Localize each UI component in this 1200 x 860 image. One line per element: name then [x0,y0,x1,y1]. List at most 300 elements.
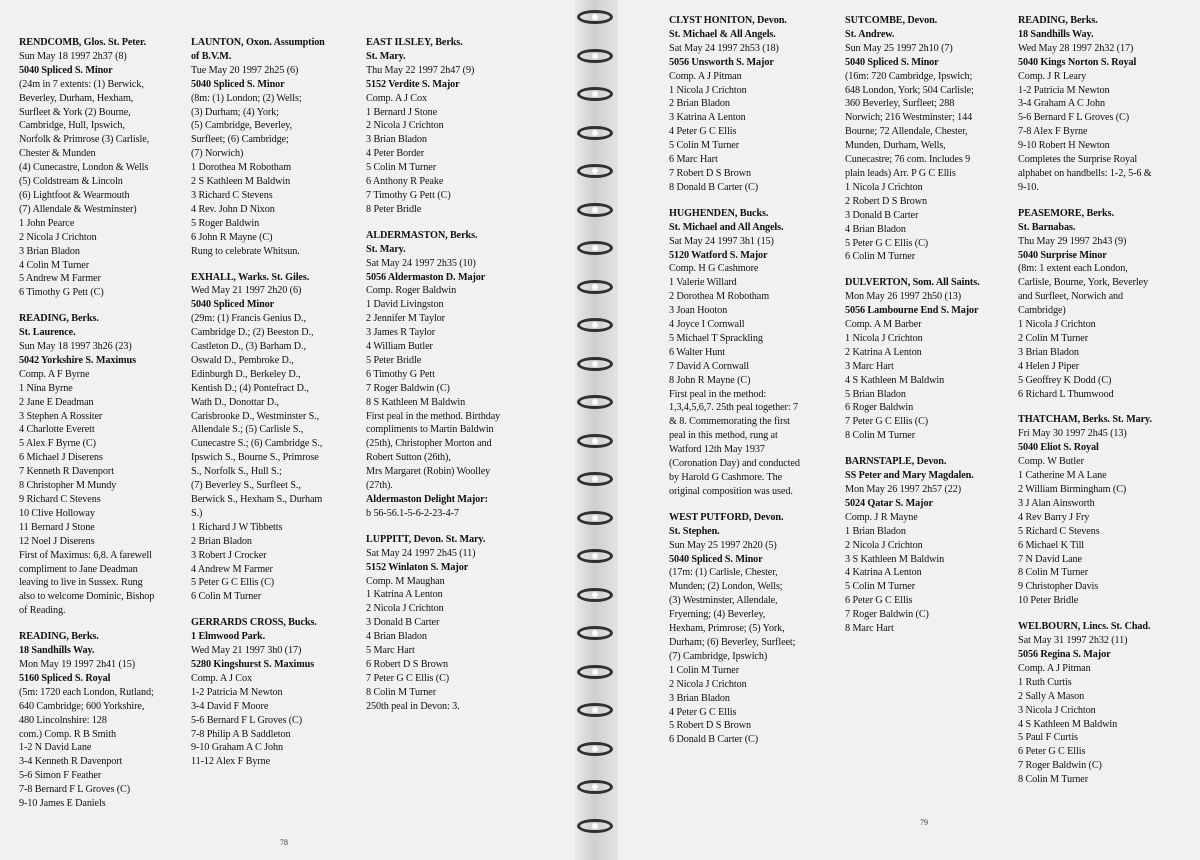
peal-detail-line: (7) Allendale & Westminster) [19,203,137,215]
peal-date: Sat May 24 1997 2h35 (10) [366,257,476,269]
peal-entry [19,36,154,300]
peal-detail-line: Durham; (6) Beverley, Surfleet; [669,636,796,648]
peal-detail-line: 6 Peter G C Ellis [845,595,913,607]
peal-detail-line: Carisbrooke D., Westminster S., [191,410,320,422]
peal-method: 5040 Spliced S. Minor [845,56,939,68]
peal-date: Sat May 31 1997 2h32 (11) [1018,635,1128,647]
peal-location: WEST PUTFORD, Devon. [669,511,784,523]
peal-detail-line: 6 Timothy G Pett [366,368,435,380]
peal-detail-line: 4 Peter G C Ellis [669,706,737,718]
peal-detail-line: 1 Bernard J Stone [366,106,438,118]
spiral-coil [577,49,613,63]
peal-date: Sun May 18 1997 3h26 (23) [19,341,132,353]
peal-detail-line: 4 Rev. John D Nixon [191,203,275,215]
peal-detail-line: 3 Brian Bladon [366,134,427,146]
peal-detail-line: 6 John R Mayne (C) [191,231,273,243]
peal-detail-line: 8 Donald B Carter (C) [669,181,759,193]
peal-detail-line: 8 Colin M Turner [366,686,437,698]
peal-detail-line: 6 Michael K Till [1018,539,1085,551]
peal-detail-line: 2 Robert D S Brown [845,195,927,207]
peal-detail-line: 9-10 Graham A C John [191,742,283,754]
peal-method: 5040 Kings Norton S. Royal [1018,56,1137,68]
peal-detail-line: 4 Joyce I Cornwall [669,319,745,331]
peal-entry [1018,207,1152,402]
peal-entry [19,312,154,618]
peal-location: GERRARDS CROSS, Bucks. [191,617,317,629]
peal-detail-line: 12 Noel J Diserens [19,535,95,547]
peal-detail-line: Oswald D., Pembroke D., [191,354,294,366]
peal-detail-line: 3 Brian Bladon [669,692,730,704]
peal-detail-line: 5 Roger Baldwin [191,217,260,229]
peal-detail-line: Carlisle, Bourne, York, Beverley [1018,277,1149,289]
peal-detail-line: 1 Colin M Turner [669,664,740,676]
peal-detail-line: 1 John Pearce [19,217,75,229]
peal-detail-line: Chester & Munden [19,148,96,160]
spiral-coil [577,87,613,101]
peal-dedication: of B.V.M. [191,50,232,62]
peal-detail-line: 5 Andrew M Farmer [19,273,101,285]
right-column-2 [845,14,980,648]
peal-detail-line: 1 Valerie Willard [669,277,737,289]
peal-detail-line: 1 Nicola J Crichton [845,181,923,193]
peal-detail-line: 8 Peter Bridle [366,203,422,215]
peal-detail-line: 1 Catherine M A Lane [1018,470,1107,482]
peal-detail-line: 3 Brian Bladon [19,245,80,257]
peal-detail-line: 2 Jane E Deadman [19,396,94,408]
peal-dedication: St. Michael and All Angels. [669,221,784,233]
peal-detail-line: 250th peal in Devon: 3. [366,700,460,712]
peal-detail-line: 10 Clive Holloway [19,507,95,519]
peal-method: 5280 Kingshurst S. Maximus [191,658,315,670]
peal-method: 5152 Verdite S. Major [366,78,460,90]
peal-detail-line: 2 Sally A Mason [1018,690,1085,702]
peal-detail-line: (5) Coldstream & Lincoln [19,176,123,188]
spiral-coil [577,280,613,294]
peal-detail-line: 480 Lincolnshire: 128 [19,714,107,726]
peal-detail-line: 4 Peter Border [366,148,425,160]
peal-date: Sun May 18 1997 2h37 (8) [19,50,127,62]
peal-detail-line: Norfolk & Primrose (3) Carlisle, [19,134,150,146]
peal-detail-line: 3-4 Graham A C John [1018,98,1105,110]
peal-detail-line: 6 Colin M Turner [191,591,262,603]
peal-detail-line: 3-4 Kenneth R Davenport [19,756,123,768]
peal-dedication: St. Mary. [366,243,406,255]
peal-detail-line: 6 Roger Baldwin [845,402,914,414]
page-number-right: 79 [920,818,928,827]
peal-detail-line: 6 Marc Hart [669,154,718,166]
peal-detail-line: 5 Marc Hart [366,645,415,657]
peal-detail-line: (3) Durham; (4) York; [191,106,279,118]
peal-detail-line: 4 Brian Bladon [366,631,427,643]
peal-detail-line: 3-4 David F Moore [191,700,269,712]
peal-method: 5056 Lambourne End S. Major [845,305,979,317]
peal-detail-line: (6) Lightfoot & Wearmouth [19,189,130,201]
peal-detail-line: 7 Peter G C Ellis (C) [366,672,450,684]
peal-detail-line: 6 Colin M Turner [845,251,916,263]
spiral-coil [577,241,613,255]
peal-detail-line: (7) Cambridge, Ipswich) [669,650,768,662]
peal-detail-line: 9 Christopher Davis [1018,581,1099,593]
peal-detail-line: 5-6 Bernard F L Groves (C) [1018,112,1130,124]
peal-date: Wed May 28 1997 2h32 (17) [1018,42,1134,54]
peal-detail-line: First of Maximus: 6,8. A farewell [19,549,152,561]
peal-detail-line: Munden, Durham, Wells, [845,140,946,152]
peal-method: 5056 Aldermaston D. Major [366,271,486,283]
peal-detail-line: 10 Peter Bridle [1018,595,1079,607]
peal-detail-line: 2 S Kathleen M Baldwin [191,176,291,188]
peal-detail-line: Hexham, Primrose; (5) York, [669,623,785,635]
peal-method: 5056 Unsworth S. Major [669,56,774,68]
peal-detail-line: Berwick S., Hexham S., Durham [191,494,323,505]
peal-detail-line: 2 Brian Bladon [191,535,252,547]
peal-detail-line: 9-10 James E Daniels [19,798,106,810]
peal-location: READING, Berks. [19,631,99,643]
spiral-coil [577,126,613,140]
peal-detail-line: Comp. A F Byrne [19,368,90,380]
peal-detail-line: Comp. A J Cox [366,92,427,104]
peal-location: READING, Berks. [19,313,99,325]
peal-detail-line: 3 Joan Hooton [669,305,728,317]
peal-date: Sun May 25 1997 2h20 (5) [669,539,777,551]
peal-detail-line: 11 Bernard J Stone [19,521,95,533]
peal-detail-line: 2 Nicola J Crichton [366,603,444,615]
peal-location: EXHALL, Warks. St. Giles. [191,271,310,283]
peal-detail-line: 3 Katrina A Lenton [669,112,746,124]
peal-detail-line: 2 William Birmingham (C) [1018,484,1127,495]
peal-detail-line: 3 Nicola J Crichton [1018,704,1096,716]
peal-detail-line: 5 Peter G C Ellis (C) [191,577,275,589]
peal-detail-line: Munden; (2) London, Wells; [669,581,783,593]
spiral-coil [577,434,613,448]
peal-detail-line: Comp. A M Barber [845,319,922,331]
peal-entry [669,511,800,747]
peal-location: EAST ILSLEY, Berks. [366,37,463,48]
peal-detail-line: 4 Andrew M Farmer [191,563,273,575]
peal-detail-line: 6 Richard L Thumwood [1018,388,1114,400]
peal-detail-line: 8 Colin M Turner [1018,567,1089,579]
peal-detail-line: 8 Colin M Turner [1018,774,1089,786]
spiral-coil [577,511,613,525]
peal-detail-line: compliments to Martin Baldwin [366,424,494,436]
left-column-1 [19,36,154,823]
peal-method: 5160 Spliced S. Royal [19,672,111,684]
peal-detail-line: 5 Paul F Curtis [1018,732,1078,744]
peal-method: 5040 Surprise Minor [1018,249,1107,261]
peal-detail-line: 11-12 Alex F Byrne [191,756,271,768]
right-page [618,0,1200,860]
peal-detail-line: 7 Robert D S Brown [669,167,751,179]
peal-detail-line: 7 Roger Baldwin (C) [845,609,929,621]
peal-detail-line: Comp. A J Pitman [669,70,742,82]
peal-detail-line: Comp. Roger Baldwin [366,285,457,297]
peal-detail-line: 1 Nina Byrne [19,382,73,394]
peal-detail-line: 6 Donald B Carter (C) [669,734,759,746]
peal-detail-line: 7-8 Philip A B Saddleton [191,728,291,740]
peal-entry [191,271,325,605]
peal-date: Mon May 26 1997 2h50 (13) [845,291,962,303]
peal-detail-line: (5) Cambridge, Beverley, [191,120,293,132]
peal-detail-line: 2 Nicola J Crichton [669,678,747,690]
peal-detail-line: Cambridge) [1018,305,1066,317]
peal-detail-line: 2 Jennifer M Taylor [366,313,445,325]
peal-method: 5040 Spliced Minor [191,299,275,311]
peal-dedication: 18 Sandhills Way. [19,645,95,657]
peal-method: 5040 Spliced S. Minor [669,553,763,565]
peal-detail-line: 360 Beverley, Surfleet; 288 [845,98,955,110]
peal-detail-line: 4 Katrina A Lenton [845,567,922,579]
peal-location: PEASEMORE, Berks. [1018,207,1114,219]
peal-entry [19,630,154,811]
peal-detail-line: 4 Charlotte Everett [19,424,95,436]
peal-dedication: 18 Sandhills Way. [1018,28,1094,40]
spiral-coil [577,742,613,756]
peal-detail-line: 5 Colin M Turner [669,140,740,152]
peal-detail-line: plain leads) Arr. P G C Ellis [845,167,956,179]
peal-detail-line: Comp. A J Cox [191,672,252,684]
peal-detail-line: Kentish D.; (4) Pontefract D., [191,382,309,394]
peal-location: BARNSTAPLE, Devon. [845,456,947,468]
peal-detail-line: Robert Sutton (26th), [366,452,451,464]
peal-detail-line: (25th), Christopher Morton and [366,438,492,450]
peal-detail-line: 7-8 Bernard F L Groves (C) [19,784,131,796]
peal-detail-line: Surfleet; (6) Cambridge; [191,134,289,146]
right-column-3 [1018,14,1152,799]
peal-method: 5040 Spliced S. Minor [19,64,113,76]
peal-detail-line: Surfleet & York (2) Bourne, [19,106,131,118]
peal-detail-line: 7-8 Alex F Byrne [1018,126,1088,138]
peal-detail-line: of Reading. [19,605,66,617]
peal-method: 5152 Winlaton S. Major [366,561,469,573]
peal-detail-line: leaving to live in Sussex. Rung [19,577,143,589]
peal-location: ALDERMASTON, Berks. [366,229,478,241]
peal-detail-line: S.) [191,507,203,519]
peal-dedication: St. Michael & All Angels. [669,28,776,40]
peal-detail-line: 2 Colin M Turner [1018,332,1089,344]
peal-detail-line: & 8. Commemorating the first [669,416,790,428]
peal-date: Sat May 24 1997 2h45 (11) [366,547,476,559]
peal-detail-line: Fryerning; (4) Beverley, [669,609,766,621]
peal-detail-line: 1 Katrina A Lenton [366,589,443,601]
peal-detail-line: Cambridge, Hull, Ipswich, [19,120,125,132]
peal-detail-line: 640 Cambridge; 600 Yorkshire, [19,700,145,712]
peal-detail-line: 5 Michael T Sprackling [669,332,763,344]
peal-detail-line: by Harold G Cashmore. The [669,472,783,483]
peal-detail-line: 6 Walter Hunt [669,346,725,358]
peal-detail-line: (8m: 1 extent each London, [1018,263,1128,275]
peal-detail-line: (3) Westminster, Allendale, [669,595,778,607]
peal-entry [1018,14,1152,195]
peal-detail-line: 2 Nicola J Crichton [366,120,444,132]
spiral-binding [575,0,618,860]
peal-date: Wed May 21 1997 2h20 (6) [191,285,302,297]
peal-location: LUPPITT, Devon. St. Mary. [366,533,486,545]
peal-detail-line: Wath D., Donottar D., [191,396,279,408]
peal-detail-line: 1 Nicola J Crichton [669,84,747,96]
peal-location: RENDCOMB, Glos. St. Peter. [19,37,146,48]
peal-detail-line: compliment to Jane Deadman [19,563,138,575]
peal-detail-line: Rung to celebrate Whitsun. [191,245,300,257]
peal-date: Thu May 29 1997 2h43 (9) [1018,235,1127,247]
spiral-coil [577,10,613,24]
peal-detail-line: (16m: 720 Cambridge, Ipswich; [845,70,973,82]
peal-detail-line: 3 Stephen A Rossiter [19,410,103,422]
peal-detail-line: also to welcome Dominic, Bishop [19,591,155,603]
peal-detail-line: 5 Richard C Stevens [1018,525,1100,537]
peal-detail-line: 3 Brian Bladon [1018,346,1079,358]
peal-dedication: SS Peter and Mary Magdalen. [845,470,974,482]
peal-date: Fri May 30 1997 2h45 (13) [1018,428,1127,440]
peal-detail-line: Beverley, Durham, Hexham, [19,92,134,104]
peal-dedication: St. Andrew. [845,28,895,40]
peal-method: 5120 Watford S. Major [669,249,768,261]
peal-detail-line: alphabet on handbells: 1-2, 5-6 & [1018,167,1152,179]
peal-location: DULVERTON, Som. All Saints. [845,277,980,289]
peal-detail-line: 8 Christopher M Mundy [19,480,117,492]
peal-detail-line: (4) Cunecastre, London & Wells [19,162,149,174]
spiral-coil [577,626,613,640]
peal-detail-line: 5 Geoffrey K Dodd (C) [1018,374,1112,386]
peal-detail-line: (8m: (1) London; (2) Wells; [191,92,302,104]
peal-detail-line: (7) Norwich) [191,148,244,160]
peal-entry [669,14,800,195]
peal-detail-line: 5 Peter G C Ellis (C) [845,237,929,249]
peal-detail-line: Completes the Surprise Royal [1018,154,1138,166]
peal-date: Wed May 21 1997 3h0 (17) [191,645,302,657]
peal-detail-line: Comp. H G Cashmore [669,263,759,275]
peal-detail-line: (5m: 1720 each London, Rutland; [19,686,154,698]
right-column-1 [669,14,800,759]
peal-detail-line: (17m: (1) Carlisle, Chester, [669,567,778,579]
peal-detail-line: 1,3,4,5,6,7. 25th peal together: 7 [669,402,799,414]
peal-dedication: St. Laurence. [19,327,76,339]
peal-detail-line: and Surfleet, Norwich and [1018,291,1124,303]
peal-detail-line: 1-2 N David Lane [19,742,92,754]
peal-dedication: St. Barnabas. [1018,221,1076,233]
peal-detail-line: 8 S Kathleen M Baldwin [366,396,466,408]
peal-date: Sat May 24 1997 3h1 (15) [669,235,774,247]
peal-location: SUTCOMBE, Devon. [845,15,938,26]
peal-detail-line: 5 Alex F Byrne (C) [19,438,96,450]
peal-detail-line: 2 Brian Bladon [669,98,730,110]
peal-detail-line: 2 Nicola J Crichton [845,539,923,551]
peal-detail-line: 4 Peter G C Ellis [669,126,737,138]
peal-detail-line: 4 Rev Barry J Fry [1018,511,1090,523]
spiral-coil [577,665,613,679]
peal-detail-line: 7 N David Lane [1018,553,1082,565]
peal-detail-line: 3 S Kathleen M Baldwin [845,553,945,565]
left-column-2 [191,36,325,781]
peal-detail-line: Mrs Margaret (Robin) Woolley [366,466,491,478]
peal-date: Mon May 19 1997 2h41 (15) [19,658,136,670]
peal-detail-line: 3 James R Taylor [366,327,436,339]
peal-detail-line: Watford 12th May 1937 [669,444,765,456]
peal-detail-line: 5 Peter Bridle [366,354,422,366]
peal-entry [1018,413,1152,608]
peal-detail-line: 9 Richard C Stevens [19,494,101,505]
peal-detail-line: 9-10. [1018,181,1039,193]
peal-entry [366,36,500,217]
peal-detail-line: 4 Colin M Turner [19,259,90,271]
spiral-coil [577,780,613,794]
peal-date: Sat May 24 1997 2h53 (18) [669,42,779,54]
peal-location: HUGHENDEN, Bucks. [669,207,769,219]
peal-entry [845,276,980,443]
peal-detail-line: 5 Brian Bladon [845,388,906,400]
left-column-3 [366,36,500,726]
method-note-line: b 56-56.1-5-6-2-23-4-7 [366,507,459,519]
peal-detail-line: com.) Comp. R B Smith [19,728,116,740]
peal-detail-line: 1-2 Patricia M Newton [1018,84,1110,96]
spiral-coil [577,703,613,717]
peal-detail-line: 8 Colin M Turner [845,430,916,442]
peal-date: Tue May 20 1997 2h25 (6) [191,64,299,76]
peal-detail-line: 4 S Kathleen M Baldwin [845,374,945,386]
peal-date: Mon May 26 1997 2h57 (22) [845,484,962,495]
peal-detail-line: 6 Robert D S Brown [366,658,448,670]
peal-method: 5042 Yorkshire S. Maximus [19,354,136,366]
peal-detail-line: (24m in 7 extents: (1) Berwick, [19,78,144,90]
peal-detail-line: 1-2 Patricia M Newton [191,686,283,698]
peal-detail-line: (29m: (1) Francis Genius D., [191,313,306,325]
peal-detail-line: 3 Donald B Carter [845,209,919,221]
peal-detail-line: 7 Roger Baldwin (C) [366,382,450,394]
peal-detail-line: 7 Kenneth R Davenport [19,466,114,478]
spiral-coil [577,549,613,563]
peal-detail-line: 5 Colin M Turner [845,581,916,593]
peal-location: THATCHAM, Berks. St. Mary. [1018,414,1152,426]
spiral-coil [577,164,613,178]
peal-detail-line: 7 Timothy G Pett (C) [366,189,451,201]
peal-detail-line: Ipswich S., Bourne S., Primrose [191,452,319,464]
peal-date: Sun May 25 1997 2h10 (7) [845,42,953,54]
peal-entry [191,616,325,769]
peal-detail-line: Comp. A J Pitman [1018,662,1091,674]
peal-entry [191,36,325,259]
peal-detail-line: 6 Michael J Diserens [19,452,103,464]
peal-detail-line: 2 Katrina A Lenton [845,346,922,358]
peal-detail-line: Comp. J R Leary [1018,70,1087,82]
peal-detail-line: 1 Richard J W Tibbetts [191,521,283,533]
peal-dedication: St. Stephen. [669,525,720,537]
spiral-coil [577,588,613,602]
peal-detail-line: 3 J Alan Ainsworth [1018,497,1095,509]
peal-detail-line: 3 Donald B Carter [366,617,440,629]
peal-entry [1018,620,1152,787]
peal-detail-line: Edinburgh D., Berkeley D., [191,368,301,380]
peal-detail-line: 5-6 Simon F Feather [19,770,102,782]
peal-location: LAUNTON, Oxon. Assumption [191,37,325,48]
peal-detail-line: 4 Brian Bladon [845,223,906,235]
peal-detail-line: Comp. W Butler [1018,456,1084,468]
peal-detail-line: original composition was used. [669,485,793,497]
peal-detail-line: Comp. J R Mayne [845,511,918,523]
page-number-left: 78 [280,838,288,847]
peal-detail-line: Cunecastre S.; (6) Cambridge S., [191,438,323,450]
peal-method: 5040 Eliot S. Royal [1018,442,1099,454]
peal-location: CLYST HONITON, Devon. [669,15,787,26]
peal-method: 5056 Regina S. Major [1018,648,1111,660]
peal-detail-line: 2 Dorothea M Robotham [669,291,770,303]
peal-detail-line: 9-10 Robert H Newton [1018,140,1110,152]
peal-detail-line: 6 Peter G C Ellis [1018,746,1086,758]
peal-detail-line: Allendale S.; (5) Carlisle S., [191,424,304,436]
peal-detail-line: Bourne; 72 Allendale, Chester, [845,126,968,138]
spiral-coil [577,472,613,486]
method-note-heading: Aldermaston Delight Major: [366,494,488,505]
peal-entry [366,229,500,521]
peal-detail-line: 1 Dorothea M Robotham [191,162,292,174]
peal-detail-line: 5 Colin M Turner [366,162,437,174]
